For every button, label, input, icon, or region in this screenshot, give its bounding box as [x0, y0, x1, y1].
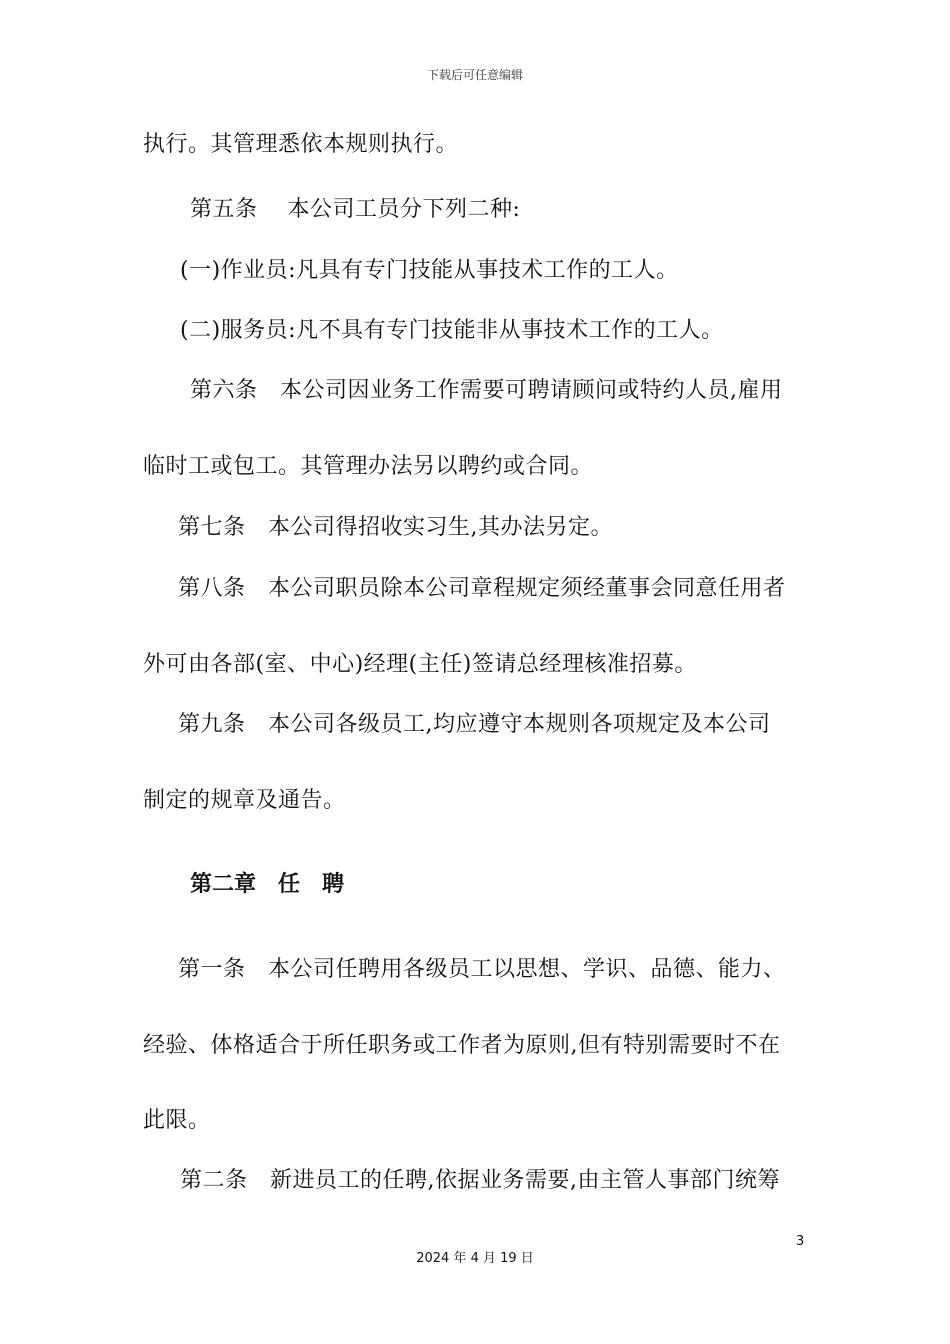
paragraph-line: 经验、体格适合于所任职务或工作者为原则,但有特别需要时不在 — [143, 1033, 781, 1058]
list-item-2: (二)服务员:凡不具有专门技能非从事技术工作的工人。 — [180, 318, 724, 343]
paragraph-line: 外可由各部(室、中心)经理(主任)签请总经理核准招募。 — [143, 652, 697, 677]
chapter2-article-1-line: 第一条 本公司任聘用各级员工以思想、学识、品德、能力、 — [178, 957, 786, 982]
chapter-title: 第二章 任 聘 — [190, 872, 345, 897]
article-5-line: 第五条 本公司工员分下列二种: — [190, 197, 521, 222]
article-9-line: 第九条 本公司各级员工,均应遵守本规则各项规定及本公司 — [178, 712, 771, 737]
page-date: 2024 年 4 月 19 日 — [416, 1251, 534, 1266]
article-8-line: 第八条 本公司职员除本公司章程规定须经董事会同意任用者 — [178, 576, 786, 601]
article-6-line: 第六条 本公司因业务工作需要可聘请顾问或特约人员,雇用 — [190, 378, 783, 403]
chapter2-article-2-line: 第二条 新进员工的任聘,依据业务需要,由主管人事部门统筹 — [180, 1168, 780, 1193]
paragraph-line: 此限。 — [143, 1108, 211, 1133]
paragraph-line: 制定的规章及通告。 — [143, 788, 346, 813]
page-header-note: 下载后可任意编辑 — [426, 68, 523, 82]
paragraph-line: 执行。其管理悉依本规则执行。 — [143, 132, 459, 157]
list-item-1: (一)作业员:凡具有专门技能从事技术工作的工人。 — [180, 258, 679, 283]
page-number: 3 — [796, 1234, 805, 1249]
paragraph-line: 临时工或包工。其管理办法另以聘约或合同。 — [143, 454, 594, 479]
article-7-line: 第七条 本公司得招收实习生,其办法另定。 — [178, 515, 613, 540]
